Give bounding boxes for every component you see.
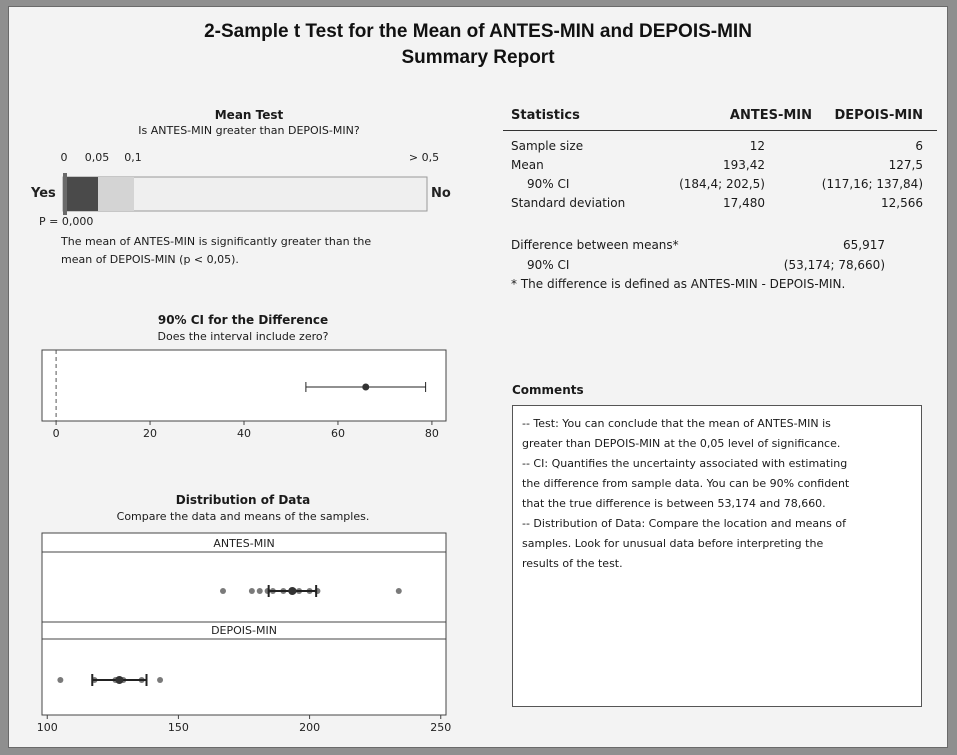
- statistics-header-col-a: ANTES-MIN: [729, 108, 812, 123]
- stats-row-mean: [497, 158, 937, 176]
- tick-005: 0,05: [84, 151, 110, 164]
- ci-x-tick-label: 20: [143, 427, 158, 440]
- comment-line: greater than DEPOIS-MIN at the 0,05 level of significance.: [522, 437, 841, 450]
- data-point: [257, 588, 263, 594]
- difference-ci-value: (53,174; 78,660): [783, 258, 885, 272]
- p-value-text: P = 0,000: [39, 215, 94, 227]
- comment-line: that the true difference is between 53,174 and 78,660.: [522, 497, 826, 510]
- mean-test-title: Mean Test: [214, 108, 284, 122]
- data-point: [249, 588, 255, 594]
- dist-x-tick-label: 250: [430, 721, 452, 734]
- mean-test-conclusion: [61, 233, 371, 269]
- difference-row: [497, 238, 937, 256]
- ci-title: 90% CI for the Difference: [157, 313, 329, 327]
- difference-footnote-row: [497, 277, 937, 295]
- comments-box: [512, 405, 922, 707]
- tick-05: > 0,5: [408, 151, 440, 164]
- tick-01: 0,1: [124, 151, 142, 164]
- conclusion-line-1: The mean of ANTES-MIN is significantly greater than the: [61, 235, 372, 248]
- comment-line: results of the test.: [522, 557, 623, 570]
- ci-x-tick-label: 0: [52, 427, 60, 440]
- report-title: 2-Sample t Test for the Mean of ANTES-MIN and DEPOIS-MIN: [204, 21, 752, 42]
- difference-value: 65,917: [843, 238, 885, 252]
- stats-value-b: 12,566: [881, 196, 923, 210]
- stats-row-sample-size: [497, 139, 937, 157]
- report-subtitle: Summary Report: [401, 47, 555, 68]
- comments-title: Comments: [512, 383, 584, 397]
- comment-line: the difference from sample data. You can be 90% confident: [522, 477, 850, 490]
- stats-label: Mean: [511, 158, 544, 172]
- stats-value-b: 127,5: [888, 158, 923, 172]
- comment-line: -- Distribution of Data: Compare the location and means of: [522, 517, 846, 530]
- data-point: [396, 588, 402, 594]
- distribution-title: Distribution of Data: [175, 493, 311, 507]
- mean-point: [288, 587, 296, 595]
- p-value-marker: [63, 173, 67, 215]
- data-point: [157, 677, 163, 683]
- stats-value-b: 6: [915, 139, 923, 153]
- statistics-header-label: Statistics: [511, 108, 580, 123]
- difference-ci-label: 90% CI: [527, 258, 570, 272]
- stats-label: Standard deviation: [511, 196, 626, 210]
- statistics-divider: [503, 130, 937, 131]
- mean-point: [115, 676, 123, 684]
- dist-x-tick-label: 100: [36, 721, 58, 734]
- data-point: [220, 588, 226, 594]
- comment-line: -- CI: Quantifies the uncertainty associated with estimating: [522, 457, 848, 470]
- comment-line: samples. Look for unusual data before interpreting the: [522, 537, 824, 550]
- difference-ci-row: [497, 258, 937, 276]
- summary-report: [8, 6, 948, 748]
- statistics-header-col-b: DEPOIS-MIN: [834, 108, 923, 123]
- mean-test-scale: [9, 147, 479, 227]
- tick-0: 0: [60, 151, 68, 164]
- stats-value-a: 17,480: [723, 196, 765, 210]
- ci-difference-chart: [9, 345, 469, 445]
- dist-x-tick-label: 150: [167, 721, 189, 734]
- ci-x-tick-label: 60: [330, 427, 345, 440]
- statistics-table: [497, 105, 937, 305]
- group-b-label: DEPOIS-MIN: [211, 624, 277, 637]
- stats-value-a: (184,4; 202,5): [679, 177, 765, 191]
- stats-value-b: (117,16; 137,84): [821, 177, 923, 191]
- distribution-subtitle: Compare the data and means of the samples.: [116, 510, 370, 523]
- no-label: No: [431, 186, 451, 201]
- stats-value-a: 193,42: [723, 158, 765, 172]
- stats-row-stdev: [497, 196, 937, 214]
- conclusion-line-2: mean of DEPOIS-MIN (p < 0,05).: [61, 253, 239, 266]
- ci-question: Does the interval include zero?: [157, 330, 329, 343]
- ci-x-tick-label: 40: [237, 427, 251, 440]
- stats-row-ci: [497, 177, 937, 195]
- distribution-chart: [9, 527, 469, 737]
- ci-x-tick-label: 80: [424, 427, 439, 440]
- difference-footnote: * The difference is defined as ANTES-MIN - DEPOIS-MIN.: [511, 277, 846, 291]
- ci-estimate-point: [362, 384, 369, 391]
- mean-test-segment-significant: [63, 177, 98, 211]
- group-a-label: ANTES-MIN: [213, 537, 275, 550]
- stats-label: 90% CI: [527, 177, 570, 191]
- statistics-header: [497, 108, 937, 126]
- mean-test-question: Is ANTES-MIN greater than DEPOIS-MIN?: [138, 124, 360, 137]
- data-point: [57, 677, 63, 683]
- ci-plot-area: [42, 350, 446, 421]
- stats-label: Sample size: [511, 139, 584, 153]
- yes-label: Yes: [31, 186, 56, 201]
- dist-x-tick-label: 200: [299, 721, 321, 734]
- comment-line: -- Test: You can conclude that the mean of ANTES-MIN is: [522, 417, 831, 430]
- stats-value-a: 12: [749, 139, 765, 153]
- difference-label: Difference between means*: [511, 238, 679, 252]
- mean-test-segment-borderline: [98, 177, 134, 211]
